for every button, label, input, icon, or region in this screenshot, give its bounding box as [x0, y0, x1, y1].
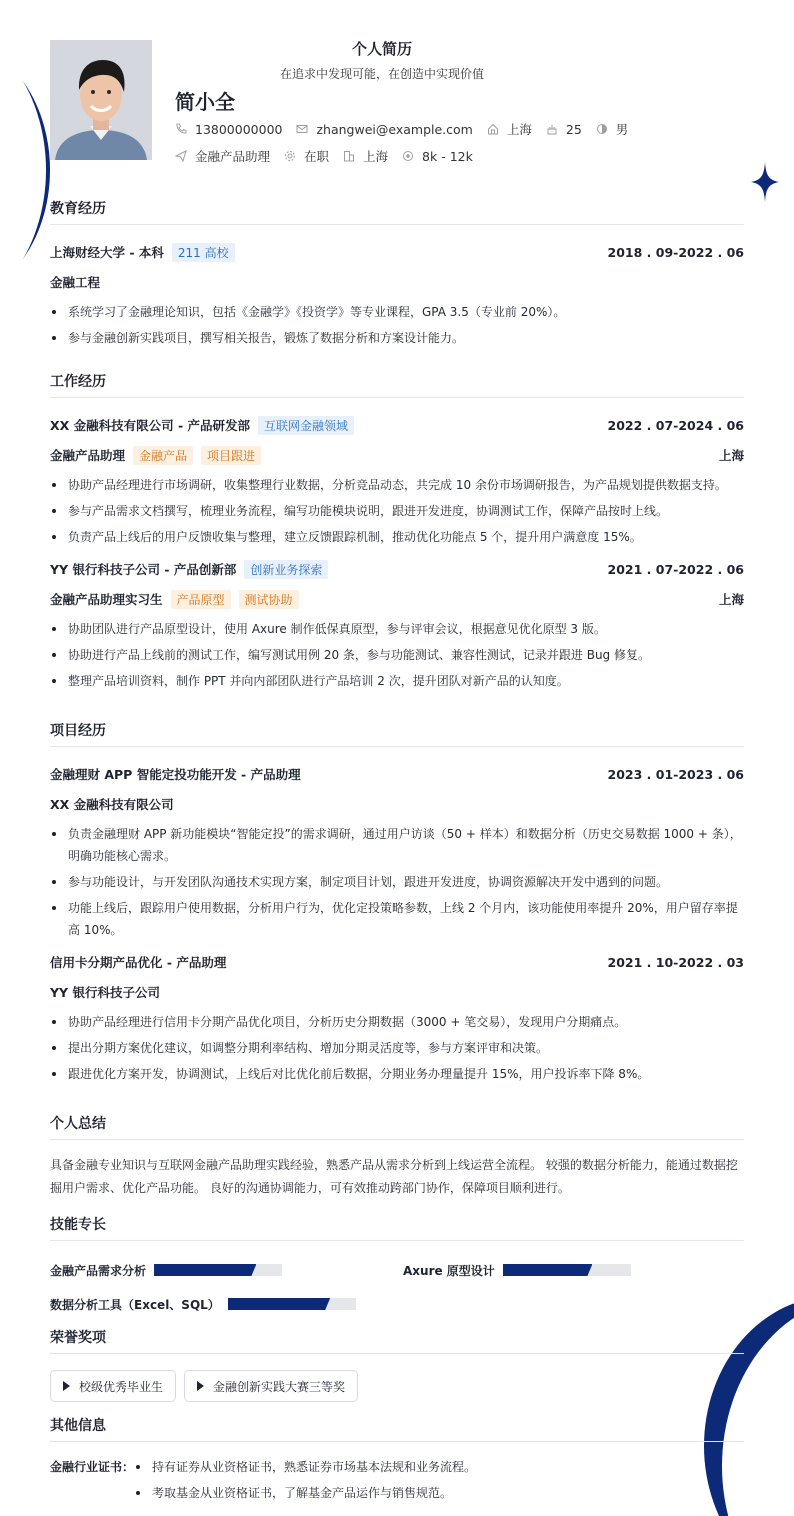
role-tag: 测试协助: [239, 590, 299, 609]
certificates-block: [50, 1454, 744, 1506]
salary-text: 8k - 12k: [422, 148, 473, 164]
list-item: 协助团队进行产品原型设计，使用 Axure 制作低保真原型，参与评审会议，根据意见优化原型 3 版。: [50, 618, 744, 640]
job-location: 上海: [718, 448, 744, 463]
skills-section: [50, 1214, 744, 1321]
job-role-row: [50, 440, 744, 470]
list-item: 提出分期方案优化建议，如调整分期利率结构、增加分期灵活度等，参与方案评审和决策。: [50, 1037, 744, 1059]
play-triangle-icon: [197, 1381, 204, 1391]
project-header-row: [50, 947, 744, 977]
job-date: 2021 . 07-2022 . 06: [607, 561, 744, 577]
skill-item: [50, 1287, 356, 1321]
award-chip: [50, 1370, 176, 1402]
education-date: 2018 . 09-2022 . 06: [607, 244, 744, 260]
resume-header: [50, 0, 744, 190]
target-position-text: 金融产品助理: [195, 149, 271, 164]
contact-info-row: [175, 120, 642, 138]
gender-info: [596, 120, 629, 138]
resume-motto: 在追求中发现可能，在创造中实现价值: [279, 67, 484, 81]
awards-section: [50, 1327, 744, 1402]
building-icon: [343, 150, 355, 162]
project-company-row: [50, 977, 744, 1007]
job-header-row: [50, 410, 744, 440]
project-header-row: [50, 759, 744, 789]
skill-bar-fill: [228, 1298, 330, 1310]
awards-list: [50, 1370, 744, 1402]
skill-bar: [154, 1264, 282, 1276]
major-row: [50, 267, 744, 297]
role-tag: 项目跟进: [201, 446, 261, 465]
list-item: 协助进行产品上线前的测试工作，编写测试用例 20 条，参与功能测试、兼容性测试，记录并跟进 Bug 修复。: [50, 644, 744, 666]
play-triangle-icon: [63, 1381, 70, 1391]
list-item: 持有证券从业资格证书，熟悉证券市场基本法规和业务流程。: [134, 1454, 476, 1480]
job-date: 2022 . 07-2024 . 06: [607, 417, 744, 433]
role-tag: 产品原型: [171, 590, 231, 609]
skill-bar-fill: [503, 1264, 593, 1276]
status-info: [284, 147, 329, 165]
school-tag: 211 高校: [172, 243, 235, 262]
resume-title: 个人简历: [351, 40, 412, 58]
job-intent-row: [175, 147, 487, 165]
list-item: 负责产品上线后的用户反馈收集与整理，建立反馈跟踪机制，推动优化功能点 5 个，提升用户满意度 15%。: [50, 526, 744, 548]
decorative-arc-left-mask: [0, 20, 46, 320]
company-tag: 创新业务探索: [244, 560, 328, 579]
major-name: 金融工程: [50, 275, 101, 290]
skill-name: 金融产品需求分析: [50, 1263, 147, 1278]
role-tag: 金融产品: [133, 446, 193, 465]
list-item: 参与功能设计，与开发团队沟通技术实现方案，制定项目计划，跟进开发进度，协调资源解决开发中遇到的问题。: [50, 871, 744, 893]
age-info: [546, 122, 582, 137]
coin-icon: [402, 150, 414, 162]
education-section: [50, 198, 744, 353]
project-bullets: [50, 1011, 744, 1085]
list-item: 参与金融创新实践项目，撰写相关报告，锻炼了数据分析和方案设计能力。: [50, 327, 744, 349]
school-name: 上海财经大学 - 本科: [50, 245, 164, 260]
education-bullets: [50, 301, 744, 349]
target-city-info: [343, 147, 388, 165]
project-date: 2021 . 10-2022 . 03: [607, 954, 744, 970]
job-role: 金融产品助理实习生: [50, 592, 163, 607]
work-section: [50, 371, 744, 696]
project-name: 信用卡分期产品优化 - 产品助理: [50, 955, 227, 970]
gear-icon: [284, 150, 296, 162]
company-name: YY 银行科技子公司 - 产品创新部: [50, 562, 237, 577]
job-role: 金融产品助理: [50, 448, 126, 463]
list-item: 整理产品培训资料，制作 PPT 并向内部团队进行产品培训 2 次，提升团队对新产品的认知度。: [50, 670, 744, 692]
skill-name: 数据分析工具（Excel、SQL）: [50, 1297, 220, 1312]
skill-name: Axure 原型设计: [403, 1263, 495, 1278]
candidate-name: 简小全: [175, 90, 235, 114]
status-text: 在职: [304, 149, 330, 164]
award-name: 金融创新实践大赛三等奖: [213, 1379, 346, 1394]
email-info: [296, 122, 472, 137]
send-icon: [175, 150, 187, 162]
section-title: 工作经历: [50, 371, 744, 398]
section-title: 项目经历: [50, 720, 744, 747]
phone-info: [175, 122, 282, 137]
salary-info: [402, 149, 473, 164]
phone-text: 13800000000: [195, 121, 283, 137]
city-info: [487, 120, 532, 138]
home-icon: [487, 123, 499, 135]
resume-page: [50, 0, 744, 1500]
job-bullets: [50, 618, 744, 692]
gender-icon: [596, 123, 608, 135]
job-role-row: [50, 584, 744, 614]
cake-icon: [546, 123, 558, 135]
target-position-info: [175, 147, 270, 165]
section-title: 个人总结: [50, 1113, 744, 1140]
target-city-text: 上海: [363, 149, 389, 164]
summary-section: [50, 1113, 744, 1200]
section-title: 技能专长: [50, 1214, 744, 1241]
award-name: 校级优秀毕业生: [79, 1379, 164, 1394]
gender-text: 男: [615, 122, 629, 137]
list-item: 协助产品经理进行市场调研，收集整理行业数据，分析竞品动态，共完成 10 余份市场调研报告，为产品规划提供数据支持。: [50, 474, 744, 496]
section-title: 其他信息: [50, 1415, 744, 1442]
skills-list: [50, 1253, 744, 1321]
education-header-row: [50, 237, 744, 267]
list-item: 考取基金从业资格证书，了解基金产品运作与销售规范。: [134, 1480, 476, 1506]
skill-item: [403, 1253, 631, 1287]
phone-icon: [175, 123, 187, 135]
certificates-list: [134, 1454, 476, 1506]
certificates-label: 金融行业证书：: [50, 1460, 135, 1474]
skill-item: [50, 1253, 403, 1287]
project-company: YY 银行科技子公司: [50, 985, 160, 1000]
list-item: 功能上线后，跟踪用户使用数据，分析用户行为，优化定投策略参数，上线 2 个月内，该功能使用率提升 20%，用户留存率提高 10%。: [50, 897, 744, 941]
section-title: 教育经历: [50, 198, 744, 225]
award-chip: [184, 1370, 358, 1402]
summary-text: 具备金融专业知识与互联网金融产品助理实践经验，熟悉产品从需求分析到上线运营全流程。 较强的数据分析能力，能通过数据挖掘用户需求、优化产品功能。 良好的沟通协调能力，可有效推动跨部门协作，保障项目顺利进行。: [50, 1158, 738, 1195]
list-item: 跟进优化方案开发，协调测试，上线后对比优化前后数据，分期业务办理量提升 15%，用户投诉率下降 8%。: [50, 1063, 744, 1085]
email-text: zhangwei@example.com: [316, 121, 473, 137]
skill-bar: [503, 1264, 631, 1276]
project-name: 金融理财 APP 智能定投功能开发 - 产品助理: [50, 767, 301, 782]
project-company-row: [50, 789, 744, 819]
list-item: 参与产品需求文档撰写，梳理业务流程，编写功能模块说明，跟进开发进度，协调测试工作，保障产品按时上线。: [50, 500, 744, 522]
company-tag: 互联网金融领域: [258, 416, 354, 435]
project-date: 2023 . 01-2023 . 06: [607, 766, 744, 782]
list-item: 负责金融理财 APP 新功能模块“智能定投”的需求调研，通过用户访谈（50 + 样本）和数据分析（历史交易数据 1000 + 条），明确功能核心需求。: [50, 823, 744, 867]
project-company: XX 金融科技有限公司: [50, 797, 174, 812]
job-location: 上海: [718, 592, 744, 607]
job-bullets: [50, 474, 744, 548]
job-header-row: [50, 554, 744, 584]
other-section: [50, 1415, 744, 1506]
company-name: XX 金融科技有限公司 - 产品研发部: [50, 418, 251, 433]
sparkle-star-icon: [751, 162, 779, 202]
project-bullets: [50, 823, 744, 941]
city-text: 上海: [506, 122, 532, 137]
age-text: 25: [565, 121, 582, 137]
section-title: 荣誉奖项: [50, 1327, 744, 1354]
skill-bar-fill: [154, 1264, 256, 1276]
list-item: 系统学习了金融理论知识，包括《金融学》《投资学》等专业课程，GPA 3.5（专业前 20%）。: [50, 301, 744, 323]
list-item: 协助产品经理进行信用卡分期产品优化项目，分析历史分期数据（3000 + 笔交易），发现用户分期痛点。: [50, 1011, 744, 1033]
skill-bar: [228, 1298, 356, 1310]
mail-icon: [296, 123, 308, 135]
projects-section: [50, 720, 744, 1089]
